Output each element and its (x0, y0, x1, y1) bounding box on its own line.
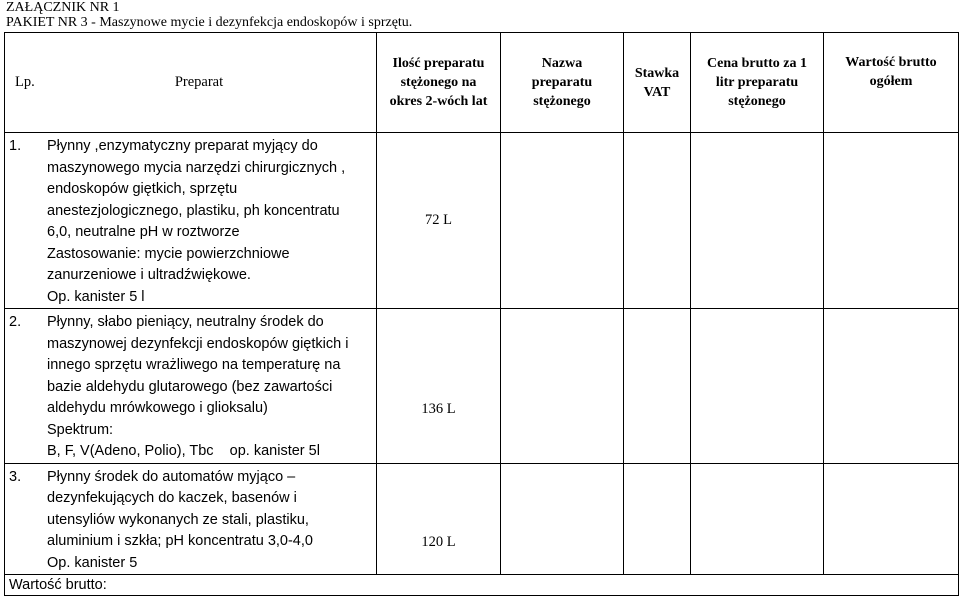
cena-cell[interactable] (691, 133, 824, 309)
wartosc-cell[interactable] (824, 463, 959, 575)
stawka-cell[interactable] (624, 309, 691, 464)
footer-row (5, 575, 959, 596)
header-row (5, 33, 959, 133)
description-line: Zastosowanie: mycie powierzchniowe (47, 245, 290, 262)
table-row (5, 463, 959, 575)
nazwa-cell[interactable] (501, 309, 624, 464)
stawka-cell[interactable] (624, 463, 691, 575)
description-line: anestezjologicznego, plastiku, ph koncentratu (47, 202, 340, 219)
description-line: Płynny, słabo pieniący, neutralny środek do (47, 314, 324, 330)
cena-cell[interactable] (691, 309, 824, 464)
quantity-cell (377, 463, 501, 575)
col-stawka: Stawka VAT (624, 33, 691, 133)
description-line: Spektrum: (47, 421, 114, 438)
attachment-title: ZAŁĄCZNIK NR 1 (6, 0, 120, 15)
description-line: bazie aldehydu glutarowego (bez zawartości (47, 378, 333, 395)
description-line: zanurzeniowe i ultradźwiękowe. (47, 267, 251, 283)
table-row (5, 133, 959, 309)
col-preparat: Preparat (174, 74, 224, 90)
wartosc-cell[interactable] (824, 133, 959, 309)
description-line: B, F, V(Adeno, Polio), Tbc op. kanister 5l (47, 443, 320, 459)
description-line: Płynny środek do automatów myjąco – (47, 468, 296, 485)
quantity-cell (377, 309, 501, 464)
quantity-value: 136 L (421, 401, 456, 418)
nazwa-cell[interactable] (501, 463, 624, 575)
preparat-description (5, 463, 377, 575)
row-number: 2. (9, 314, 22, 330)
col-ilosc: Ilość preparatu stężonego na okres 2-wóch lat (377, 33, 501, 133)
description-line: Op. kanister 5 l (47, 288, 145, 305)
header-lp-preparat (5, 33, 377, 133)
description-line: aldehydu mrówkowego i glioksalu) (47, 400, 268, 416)
row-number: 3. (9, 468, 22, 485)
nazwa-cell[interactable] (501, 133, 624, 309)
col-lp: Lp. (15, 74, 35, 90)
description-line: Płynny ,enzymatyczny preparat myjący do (47, 138, 318, 154)
description-line: dezynfekujących do kaczek, basenów i (47, 490, 297, 506)
description-line: maszynowego mycia narzędzi chirurgicznych , (47, 159, 346, 176)
quantity-value: 72 L (425, 212, 452, 228)
row-number: 1. (9, 138, 22, 154)
description-line: maszynowej dezynfekcji endoskopów giętkich i (47, 335, 349, 352)
wartosc-cell[interactable] (824, 309, 959, 464)
footer-total-label: Wartość brutto: (5, 575, 959, 596)
table-row (5, 309, 959, 464)
col-nazwa: Nazwa preparatu stężonego (501, 33, 624, 133)
description-line: innego sprzętu wrażliwego na temperaturę na (47, 357, 341, 373)
col-cena: Cena brutto za 1 litr preparatu stężonego (691, 33, 824, 133)
col-wartosc: Wartość brutto ogółem (824, 33, 959, 133)
description-line: 6,0, neutralne pH w roztworze (47, 224, 240, 240)
description-line: utensyliów wykonanych ze stali, plastiku, (47, 511, 309, 528)
description-line: Op. kanister 5 (47, 554, 138, 571)
offer-table (4, 32, 959, 596)
preparat-description (5, 133, 377, 309)
quantity-cell (377, 133, 501, 309)
stawka-cell[interactable] (624, 133, 691, 309)
quantity-value: 120 L (421, 534, 456, 551)
description-line: endoskopów giętkich, sprzętu (47, 181, 238, 197)
package-title: PAKIET NR 3 - Maszynowe mycie i dezynfekcja endoskopów i sprzętu. (6, 15, 413, 30)
description-line: aluminium i szkła; pH koncentratu 3,0-4,0 (47, 533, 313, 549)
preparat-description (5, 309, 377, 464)
cena-cell[interactable] (691, 463, 824, 575)
